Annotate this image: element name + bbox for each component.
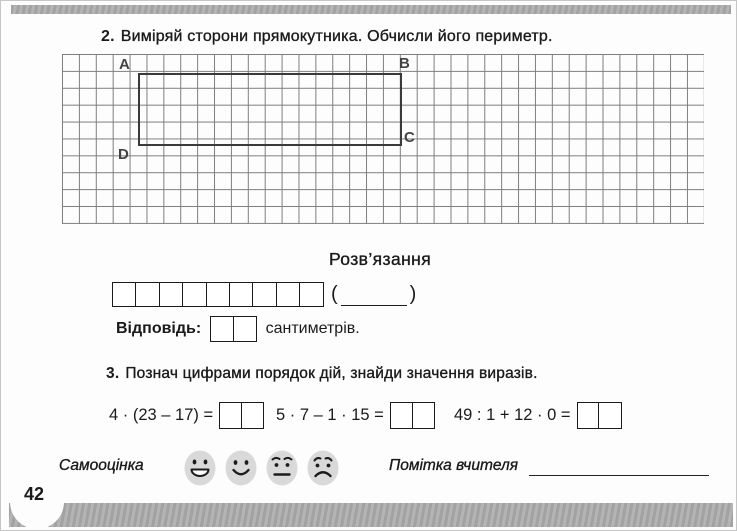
task3-heading <box>106 365 538 383</box>
write-cell[interactable] <box>159 282 184 307</box>
task2-heading <box>101 28 553 46</box>
expression-answer-box <box>577 402 622 429</box>
expression-answer-box <box>219 402 264 429</box>
write-cell[interactable] <box>276 282 301 307</box>
answer-label: Відповідь: <box>116 320 202 337</box>
expression-item <box>109 402 264 429</box>
face-smile-icon[interactable] <box>224 449 258 487</box>
task3-number: 3. <box>106 365 120 382</box>
task2-number: 2. <box>101 28 115 45</box>
face-neutral-icon[interactable] <box>265 449 299 487</box>
bottom-band <box>9 503 733 527</box>
answer-unit: сантиметрів. <box>265 320 360 337</box>
answer-box <box>210 316 256 342</box>
face-big-smile-icon[interactable] <box>183 449 217 487</box>
solution-heading: Розв’язання <box>329 249 432 269</box>
vertex-label-c: C <box>404 129 415 146</box>
teacher-note-label: Помітка вчителя <box>389 457 518 474</box>
write-cell[interactable] <box>182 282 207 307</box>
squared-grid <box>62 54 704 224</box>
expression-answer-cell[interactable] <box>598 402 622 429</box>
expression-text: 4 · (23 – 17) = <box>109 406 214 424</box>
expression-answer-box <box>390 402 435 429</box>
answer-line <box>116 316 360 342</box>
write-cell[interactable] <box>229 282 254 307</box>
write-cell[interactable] <box>135 282 160 307</box>
task3-title: Познач цифрами порядок дій, знайди значення виразів. <box>125 365 538 382</box>
expression-item <box>276 402 435 429</box>
expression-item <box>454 402 622 429</box>
answer-cell[interactable] <box>233 316 257 342</box>
expression-text: 5 · 7 – 1 · 15 = <box>276 406 384 424</box>
page-number: 42 <box>24 484 45 504</box>
self-assessment-label: Самооцінка <box>59 457 144 474</box>
vertex-label-d: D <box>118 146 129 163</box>
expression-answer-cell[interactable] <box>390 402 414 429</box>
expression-answer-cell[interactable] <box>577 402 601 429</box>
paren-close: ) <box>409 283 417 305</box>
units-blank-line[interactable] <box>341 285 407 306</box>
paren-open: ( <box>331 283 338 305</box>
answer-cell[interactable] <box>210 316 234 342</box>
expression-answer-cell[interactable] <box>219 402 243 429</box>
write-cell[interactable] <box>112 282 137 307</box>
solution-write-cells <box>112 282 324 307</box>
expression-text: 49 : 1 + 12 · 0 = <box>454 406 571 424</box>
expression-answer-cell[interactable] <box>241 402 265 429</box>
rectangle-abcd <box>138 73 402 146</box>
vertex-label-a: A <box>119 56 130 73</box>
units-blank <box>331 282 416 306</box>
write-cell[interactable] <box>299 282 324 307</box>
expression-answer-cell[interactable] <box>412 402 436 429</box>
teacher-note-line[interactable] <box>529 458 709 476</box>
write-cell[interactable] <box>206 282 231 307</box>
top-band <box>11 5 731 14</box>
write-cell[interactable] <box>252 282 277 307</box>
vertex-label-b: B <box>399 55 410 72</box>
face-sad-icon[interactable] <box>306 449 340 487</box>
self-assessment-faces <box>183 449 340 487</box>
task2-title: Виміряй сторони прямокутника. Обчисли його периметр. <box>120 28 553 45</box>
